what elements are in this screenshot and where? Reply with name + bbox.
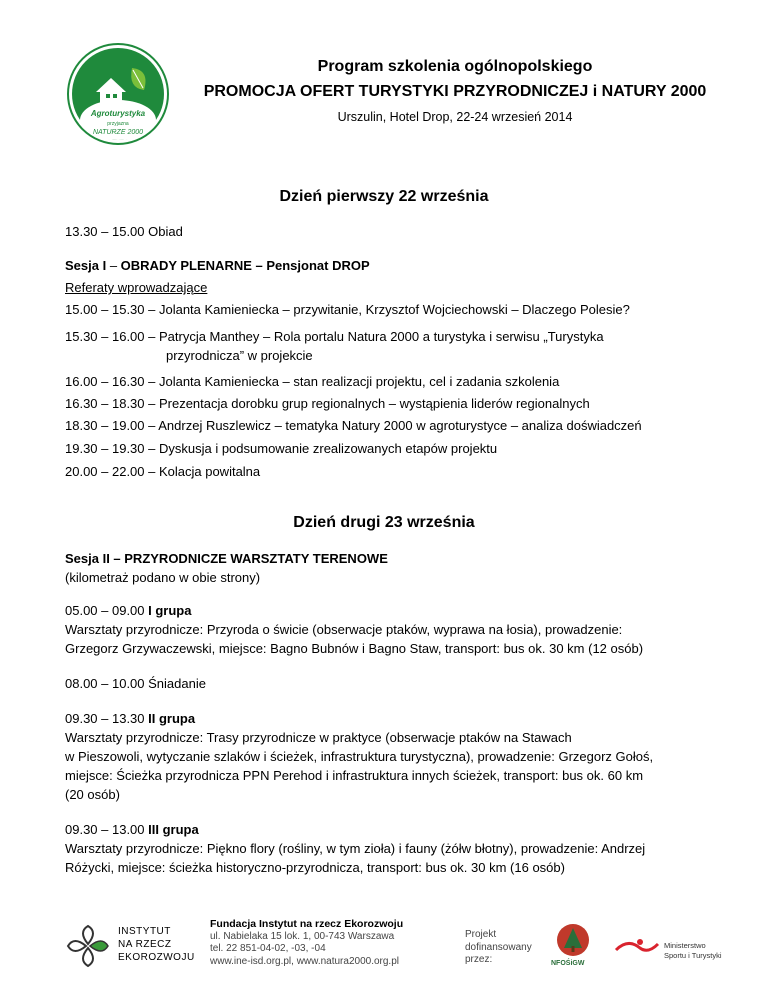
- ministry-logo-icon: [614, 936, 660, 958]
- ine-leaf-logo-icon: [64, 922, 112, 970]
- ine-name-line: EKOROZWOJU: [118, 952, 195, 963]
- group2-heading: [65, 711, 195, 727]
- day1-session-heading: [65, 258, 370, 274]
- group1-desc: Grzegorz Grzywaczewski, miejsce: Bagno Bubnów i Bagno Staw, transport: bus ok. 30 km (12 osób): [65, 641, 644, 656]
- breakfast: 08.00 – 10.00 Śniadanie: [65, 676, 206, 691]
- foundation-contact: [210, 918, 403, 968]
- ministry-name-line: Ministerstwo: [664, 941, 706, 950]
- session-name: OBRADY PLENARNE – Pensjonat DROP: [120, 258, 370, 273]
- project-funded-by: [465, 929, 532, 967]
- day1-item-continued: przyrodnicza” w projekcie: [166, 348, 313, 363]
- foundation-websites: www.ine-isd.org.pl, www.natura2000.org.pl: [210, 955, 399, 967]
- funded-line: przez:: [465, 954, 493, 965]
- group1-name: I grupa: [148, 603, 192, 618]
- day1-title: Dzień pierwszy 22 września: [279, 188, 489, 205]
- day1-item: 16.00 – 16.30 – Jolanta Kamieniecka – stan realizacji projektu, cel i zadania szkolenia: [65, 374, 560, 389]
- group1-desc: Warsztaty przyrodnicze: Przyroda o świcie (obserwacje ptaków, wyprawa na łosia), prowadzenie:: [65, 622, 623, 637]
- day1-item: 15.00 – 15.30 – Jolanta Kamieniecka – przywitanie, Krzysztof Wojciechowski – Dlaczego Polesie?: [65, 302, 630, 317]
- group2-name: II grupa: [148, 711, 196, 726]
- ine-name: [118, 925, 195, 964]
- foundation-address: ul. Nabielaka 15 lok. 1, 00-743 Warszawa: [210, 930, 395, 942]
- day1-item: 20.00 – 22.00 – Kolacja powitalna: [65, 464, 261, 479]
- group2-time: 09.30 – 13.30: [65, 711, 149, 726]
- day2-session-note: (kilometraż podano w obie strony): [65, 570, 261, 585]
- group3-desc: Warsztaty przyrodnicze: Piękno flory (rośliny, w tym zioła) i fauny (żółw błotny), prowadzenie: Andrzej: [65, 841, 646, 856]
- group3-heading: [65, 822, 199, 838]
- nfosigw-label: NFOŚiGW: [551, 960, 585, 967]
- session-label: Sesja I: [65, 258, 107, 273]
- nfosigw-logo-icon: [556, 922, 590, 958]
- ministry-name: [664, 941, 722, 961]
- group2-desc: Warsztaty przyrodnicze: Trasy przyrodnicze w praktyce (obserwacje ptaków na Stawach: [65, 730, 572, 745]
- day1-item: 19.30 – 19.30 – Dyskusja i podsumowanie zrealizowanych etapów projektu: [65, 441, 498, 456]
- group3-name: III grupa: [148, 822, 199, 837]
- day1-item: 16.30 – 18.30 – Prezentacja dorobku grup regionalnych – wystąpienia liderów regionalnych: [65, 396, 590, 411]
- group2-desc: (20 osób): [65, 787, 120, 802]
- group2-desc: w Pieszowoli, wytyczanie szlaków i ścieżek, infrastruktura turystyczna), prowadzenie: Grzegorz Gołoś,: [65, 749, 654, 764]
- funded-line: dofinansowany: [465, 941, 532, 953]
- day1-item: 15.30 – 16.00 – Patrycja Manthey – Rola portalu Natura 2000 a turystyka i serwisu „Turystyka: [65, 329, 604, 344]
- day2-title: Dzień drugi 23 września: [293, 514, 475, 531]
- ine-name-line: NA RZECZ: [118, 939, 172, 950]
- group1-time: 05.00 – 09.00: [65, 603, 149, 618]
- logo-text-agroturystyka: Agroturystyka: [90, 109, 146, 118]
- day1-obiad: 13.30 – 15.00 Obiad: [65, 224, 183, 239]
- agroturystyka-logo: [66, 42, 170, 146]
- ministry-name-line: Sportu i Turystyki: [664, 951, 722, 960]
- group1-heading: [65, 603, 191, 619]
- group3-desc: Różycki, miejsce: ścieżka historyczno-przyrodnicza, transport: bus ok. 30 km (16 osób): [65, 860, 565, 875]
- group3-time: 09.30 – 13.00: [65, 822, 149, 837]
- day2-session-heading: Sesja II – PRZYRODNICZE WARSZTATY TERENOWE: [65, 551, 388, 566]
- funded-line: Projekt: [465, 929, 497, 940]
- logo-text-naturze: NATURZE 2000: [92, 129, 144, 136]
- group2-desc: miejsce: Ścieżka przyrodnicza PPN Perehod i infrastruktura innych ścieżek, transport: bus ok. 60 km: [65, 768, 644, 783]
- session-dash: –: [106, 258, 121, 273]
- foundation-name: Fundacja Instytut na rzecz Ekorozwoju: [210, 918, 404, 930]
- program-location-date: Urszulin, Hotel Drop, 22-24 wrzesień 2014: [337, 110, 573, 124]
- program-main-title: PROMOCJA OFERT TURYSTYKI PRZYRODNICZEJ i NATURY 2000: [203, 83, 707, 100]
- ine-name-line: INSTYTUT: [118, 926, 171, 937]
- day1-referaty: Referaty wprowadzające: [65, 280, 208, 295]
- foundation-phone: tel. 22 851-04-02, -03, -04: [210, 943, 326, 954]
- logo-text-przyjazna: przyjazna: [107, 121, 129, 127]
- day1-item: 18.30 – 19.00 – Andrzej Ruszlewicz – tematyka Natury 2000 w agroturystyce – analiza doświadczeń: [65, 418, 642, 433]
- program-title: Program szkolenia ogólnopolskiego: [317, 58, 593, 75]
